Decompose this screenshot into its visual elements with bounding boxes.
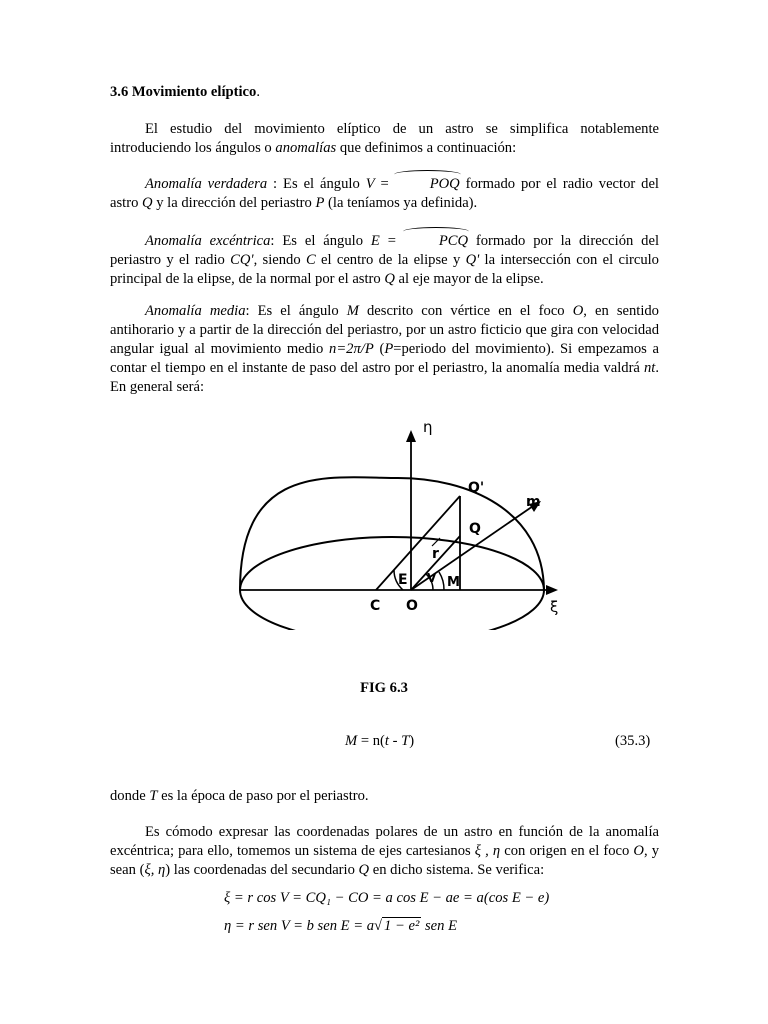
equation-eta: η = r sen V = b sen E = a√ 1 − e² sen E — [224, 918, 457, 934]
equation-xi: ξ = r cos V = CQ₁ − CO = a cos E − ae = a(cos E − e) — [224, 890, 550, 906]
label-m-angle: M — [447, 575, 460, 590]
label-v: V — [427, 571, 437, 585]
angle-pcq: PCQ — [404, 232, 468, 251]
label-r: r — [432, 546, 439, 562]
paragraph-anomalia-excentrica: Anomalía excéntrica: Es el ángulo E = PCQ formado por la dirección del periastro y el radio CQ', siendo C el centro de la elipse y Q' la intersección con el circulo principal de la elipse, de la normal por el astro Q al eje mayor de la elipse. — [110, 233, 660, 287]
label-q-prime: Q' — [468, 480, 485, 496]
equation-35-3: M = n(t - T) — [345, 733, 415, 749]
paragraph-coordenadas: Es cómodo expresar las coordenadas polares de un astro en función de la anomalía excéntrica; para ello, tomemos un sistema de ejes cartesianos ξ , η con origen en el foco O, y sean (ξ, η) las coordenadas del secundario Q en dicho sistema. Se verifica: — [110, 824, 660, 878]
orbit-ellipse — [240, 537, 544, 630]
label-xi: ξ — [550, 598, 559, 616]
equation-number: (35.3) — [615, 733, 651, 749]
paragraph-anomalia-verdadera: Anomalía verdadera : Es el ángulo V = POQ formado por el radio vector del astro Q y la dirección del periastro P (la teníamos ya definida). — [110, 176, 659, 211]
angle-poq: POQ — [395, 175, 460, 194]
paragraph-donde: donde T es la época de paso por el periastro. — [110, 788, 369, 804]
xi-axis-arrowhead — [546, 585, 558, 595]
label-m: m — [526, 494, 541, 510]
label-c: C — [370, 598, 381, 614]
label-eta: η — [423, 420, 433, 436]
label-o: O — [406, 598, 418, 614]
label-e: E — [398, 572, 408, 588]
angle-m-arc — [439, 572, 444, 590]
eta-axis-arrowhead — [406, 430, 416, 442]
paragraph-anomalia-media: Anomalía media: Es el ángulo M descrito con vértice en el foco O, en sentido antihorario y a partir de la dirección del periastro, por un astro ficticio que gira con velocidad angular igual al movimiento medio n=2π/P (P=periodo del movimiento). Si empezamos a contar el tiempo en el instante de paso del astro por el periastro, la anomalía media valdrá nt. En general será: — [110, 303, 659, 395]
paragraph-intro: El estudio del movimiento elíptico de un astro se simplifica notablemente introduciendo los ángulos o anomalías que definimos a continuación: — [110, 121, 659, 156]
section-heading: 3.6 Movimiento elíptico. — [110, 84, 260, 100]
figure-caption: FIG 6.3 — [360, 680, 408, 696]
label-q: Q — [469, 521, 481, 537]
figure-ellipse-diagram — [228, 420, 578, 630]
